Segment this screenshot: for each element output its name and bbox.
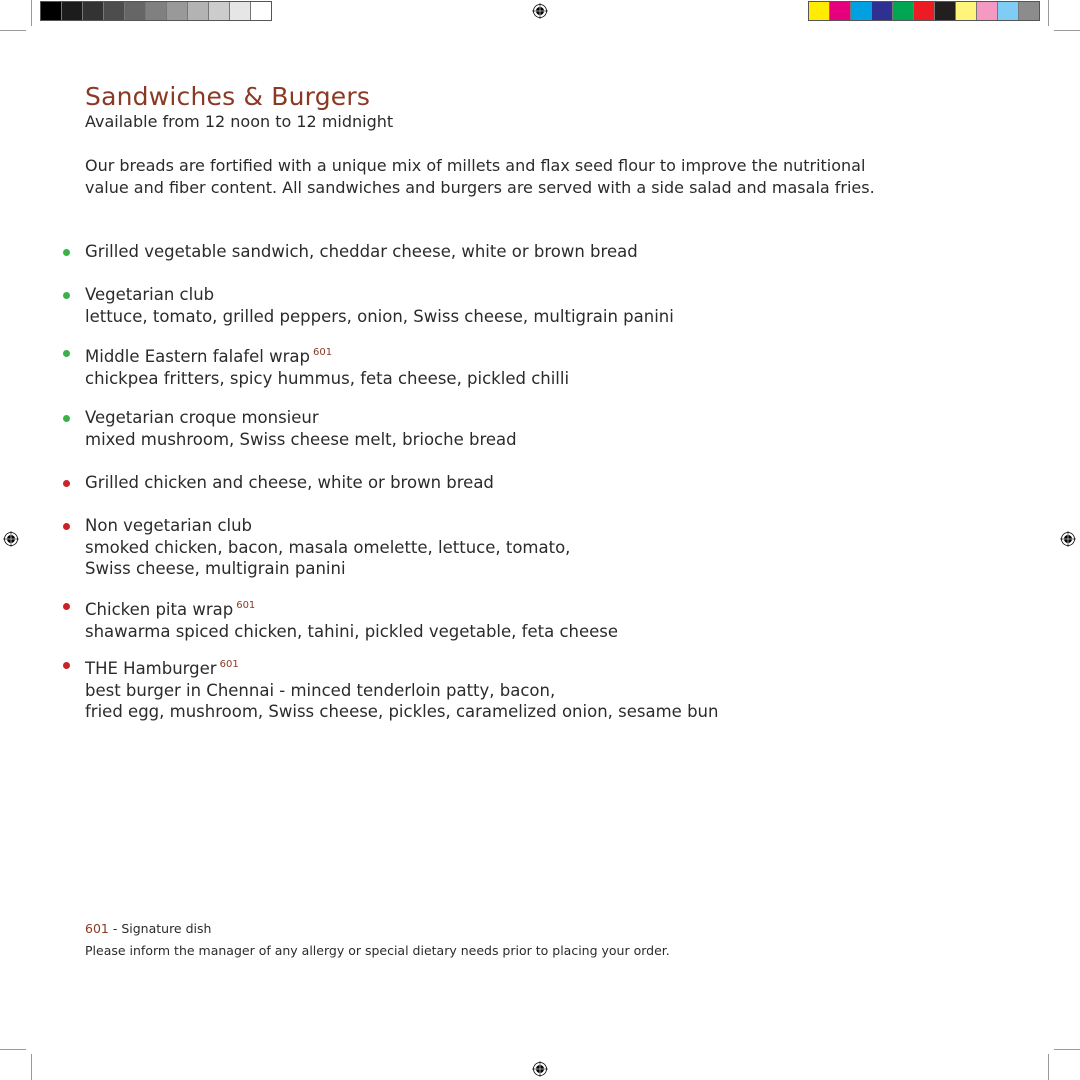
crop-mark [1054,1049,1080,1050]
crop-mark [0,1049,26,1050]
item-name [85,241,638,263]
color-swatch [893,2,914,20]
intro-paragraph: Our breads are fortified with a unique mix of millets and flax seed flour to improve the nutritional value and fiber content. All sandwiches and burgers are served with a side salad and masala fries. [85,156,875,197]
color-swatch [809,2,830,20]
item-name [85,407,517,429]
item-description: lettuce, tomato, grilled peppers, onion, Swiss cheese, multigrain panini [85,306,674,326]
item-name [85,595,618,621]
grayscale-color-bar [40,1,272,21]
signature-label: - Signature dish [108,921,212,936]
item-name [85,515,570,537]
nonveg-indicator-icon [63,603,70,610]
color-swatch [998,2,1019,20]
color-swatch [251,2,271,20]
crop-mark [1048,0,1049,26]
signature-dish-legend [85,921,211,936]
menu-item [85,515,570,580]
signature-tag: 601 [312,347,333,358]
section-title: Sandwiches & Burgers [85,82,371,111]
allergy-note: Please inform the manager of any allergy or special dietary needs prior to placing your order. [85,943,670,958]
color-swatch [1019,2,1039,20]
signature-tag: 601 [236,600,256,611]
color-swatch [209,2,230,20]
item-description: chickpea fritters, spicy hummus, feta cheese, pickled chilli [85,368,570,388]
menu-item [85,241,638,263]
color-swatch [146,2,167,20]
crop-mark [1054,30,1080,31]
color-swatch [956,2,977,20]
nonveg-indicator-icon [63,662,70,669]
item-name-text: Grilled chicken and cheese, white or brown bread [85,473,494,492]
registration-mark-icon [1060,531,1076,547]
color-swatch [977,2,998,20]
veg-indicator-icon [63,292,70,299]
color-swatch [83,2,104,20]
item-name-text: Grilled vegetable sandwich, cheddar cheese, white or brown bread [85,242,638,261]
crop-mark [31,0,32,26]
color-swatch [125,2,146,20]
color-swatch [167,2,188,20]
item-name-text: Vegetarian club [85,285,215,304]
item-description: mixed mushroom, Swiss cheese melt, brioche bread [85,429,517,449]
color-swatch [914,2,935,20]
item-name [85,284,674,306]
item-description: fried egg, mushroom, Swiss cheese, pickles, caramelized onion, sesame bun [85,702,719,721]
color-swatch [62,2,83,20]
color-swatch [230,2,251,20]
availability-hours: Available from 12 noon to 12 midnight [85,112,394,131]
item-name [85,654,718,680]
nonveg-indicator-icon [63,523,70,530]
cmyk-color-bar [808,1,1040,21]
item-name-text: Middle Eastern falafel wrap [85,347,310,366]
crop-mark [0,30,26,31]
color-swatch [935,2,956,20]
registration-mark-icon [3,531,19,547]
veg-indicator-icon [63,415,70,422]
signature-tag: 601 [219,659,239,670]
item-name [85,342,569,368]
item-name-text: Non vegetarian club [85,516,253,535]
registration-mark-icon [532,3,548,19]
color-swatch [188,2,209,20]
menu-item [85,472,494,494]
item-description: Swiss cheese, multigrain panini [85,559,346,578]
item-description: shawarma spiced chicken, tahini, pickled vegetable, feta cheese [85,621,619,641]
item-description: smoked chicken, bacon, masala omelette, lettuce, tomato, [85,537,571,557]
item-name-text: THE Hamburger [85,659,217,678]
color-swatch [830,2,851,20]
registration-mark-icon [532,1061,548,1077]
item-name [85,472,494,494]
crop-mark [31,1054,32,1080]
color-swatch [41,2,62,20]
menu-item [85,654,718,723]
crop-mark [1048,1054,1049,1080]
menu-item [85,284,674,327]
color-swatch [851,2,872,20]
item-name-text: Vegetarian croque monsieur [85,408,319,427]
color-swatch [872,2,893,20]
veg-indicator-icon [63,249,70,256]
menu-item [85,342,569,389]
color-swatch [104,2,125,20]
item-description: best burger in Chennai - minced tenderloin patty, bacon, [85,680,556,700]
veg-indicator-icon [63,350,70,357]
nonveg-indicator-icon [63,480,70,487]
menu-item [85,595,618,642]
menu-item [85,407,517,450]
item-name-text: Chicken pita wrap [85,600,234,619]
signature-code: 601 [85,921,109,936]
